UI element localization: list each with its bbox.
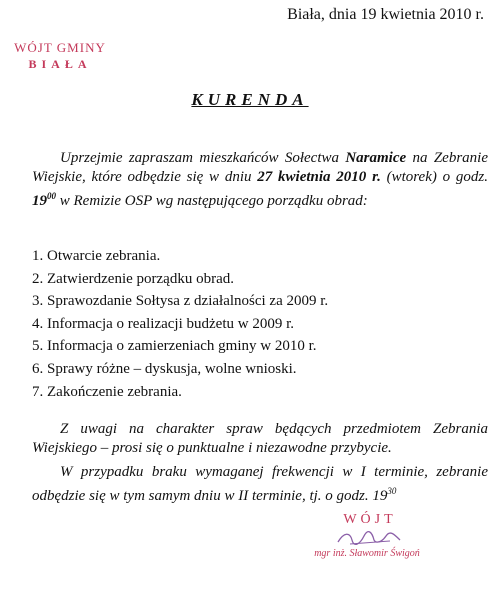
signatory-name: mgr inż. Sławomir Świgoń [314,548,420,559]
punctuality-note: Z uwagi na charakter spraw będących przedmiotem Zebrania Wiejskiego – prosi się o punktualne i niezawodne przybycie. [32,421,488,456]
quorum-note-text: W przypadku braku wymaganej frekwencji w I terminie, zebranie odbędzie się w tym samym dniu w II terminie, tj. o godz. 19 [32,464,488,504]
handwritten-signature-icon [330,528,410,548]
agenda-item: 4. Informacja o realizacji budżetu w 2009 r. [32,315,294,332]
agenda-list [32,245,328,403]
second-term-minutes: 30 [387,486,397,496]
document-title: KURENDA [191,90,309,109]
stamp-line-1: WÓJT GMINY [14,40,106,55]
agenda-item: 5. Informacja o zamierzeniach gminy w 2010 r. [32,338,317,355]
intro-paragraph [32,149,488,211]
signature-block [315,512,425,559]
meeting-minutes: 00 [47,191,56,201]
agenda-item: 7. Zakończenie zebrania. [32,383,182,400]
agenda-item: 3. Sprawozdanie Sołtysa z działalności za 2009 r. [32,293,329,310]
agenda-item: 6. Sprawy różne – dyskusja, wolne wnioski. [32,360,297,377]
signature-title: WÓJT [343,512,397,527]
office-stamp [10,40,110,72]
intro-text-2: na Zebranie Wiejskie, które odbędzie się w dniu [32,150,488,185]
quorum-note [32,463,488,506]
stamp-line-2: BIAŁA [28,57,92,71]
intro-text-3: (wtorek) o godz. [380,169,488,185]
intro-text-4: w Remizie OSP wg następującego porządku obrad: [56,193,368,209]
meeting-hour: 19 [32,193,47,209]
intro-text-1: Uprzejmie zapraszam mieszkańców Sołectwa [60,150,346,166]
village-name: Naramice [345,150,407,166]
document-date: Biała, dnia 19 kwietnia 2010 r. [287,6,484,23]
meeting-date: 27 kwietnia 2010 r. [257,169,381,185]
agenda-item: 1. Otwarcie zebrania. [32,248,161,264]
agenda-item: 2. Zatwierdzenie porządku obrad. [32,270,234,287]
